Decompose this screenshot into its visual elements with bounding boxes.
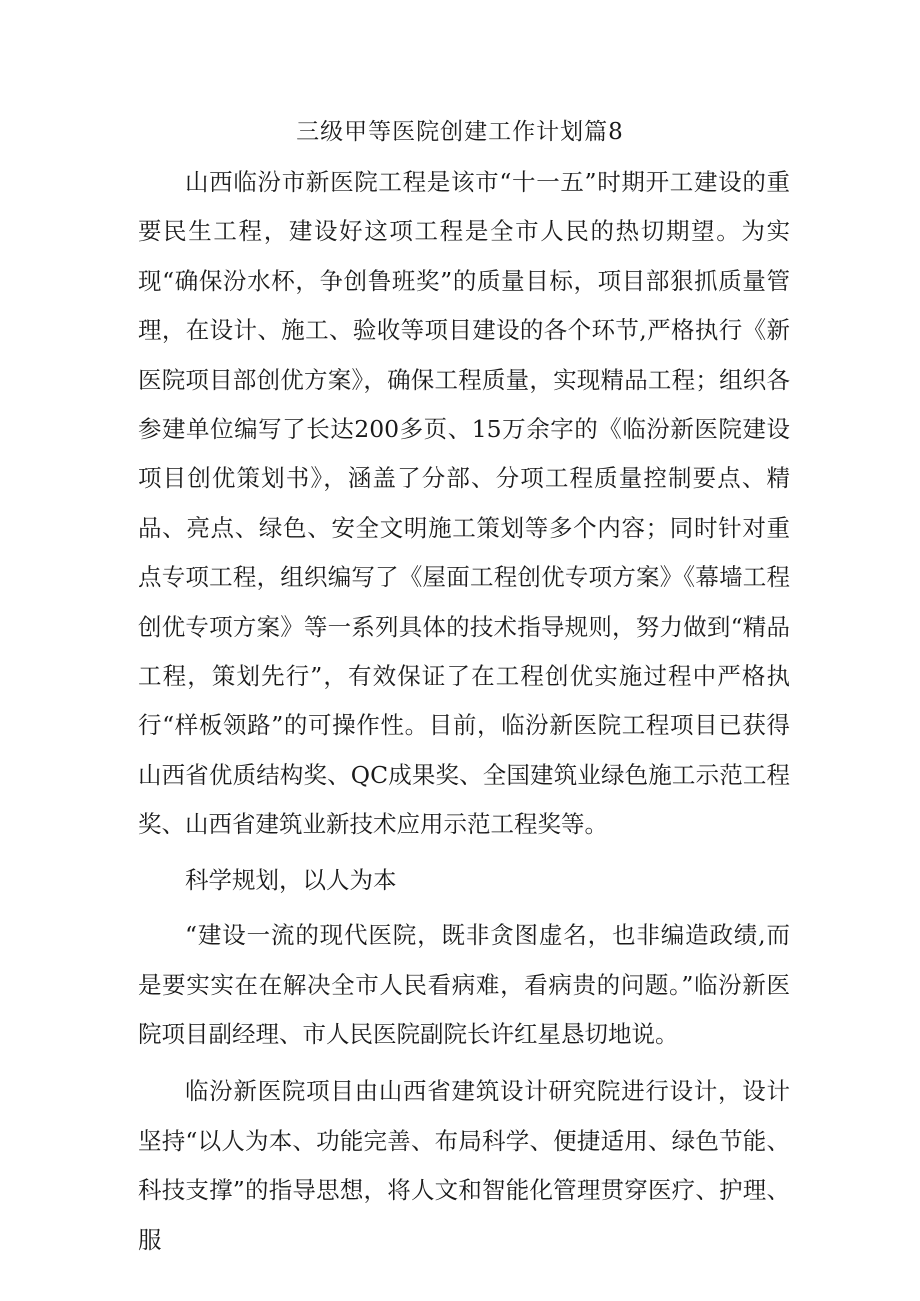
document-body	[138, 158, 790, 1265]
section-heading-planning: 科学规划，以人为本	[185, 865, 397, 894]
document-title: 三级甲等医院创建工作计划篇8	[296, 119, 624, 145]
paragraph-quote: “建设一流的现代医院，既非贪图虚名，也非编造政绩,而是要实实在在解决全市人民看病难，看病贵的问题。”临汾新医院项目副经理、市人民医院副院长许红星恳切地说。	[138, 921, 790, 1048]
paragraph-design: 临汾新医院项目由山西省建筑设计研究院进行设计，设计坚持“以人为本、功能完善、布局科学、便捷适用、绿色节能、科技支撑”的指导思想，将人文和智能化管理贯穿医疗、护理、服	[138, 1077, 790, 1254]
paragraph-project-quality: 山西临汾市新医院工程是该市“十一五”时期开工建设的重要民生工程，建设好这项工程是全市人民的热切期望。为实现“确保汾水杯，争创鲁班奖”的质量目标，项目部狠抓质量管理，在设计、施工、验收等项目建设的各个环节,严格执行《新医院项目部创优方案》，确保工程质量，实现精品工程；组织各参建单位编写了长达200多页、15万余字的《临汾新医院建设项目创优策划书》，涵盖了分部、分项工程质量控制要点、精品、亮点、绿色、安全文明施工策划等多个内容；同时针对重点专项工程，组织编写了《屋面工程创优专项方案》《幕墙工程创优专项方案》等一系列具体的技术指导规则，努力做到“精品工程，策划先行”，有效保证了在工程创优实施过程中严格执行“样板领路”的可操作性。目前，临汾新医院工程项目已获得山西省优质结构奖、QC成果奖、全国建筑业绿色施工示范工程奖、山西省建筑业新技术应用示范工程奖等。	[138, 168, 790, 839]
